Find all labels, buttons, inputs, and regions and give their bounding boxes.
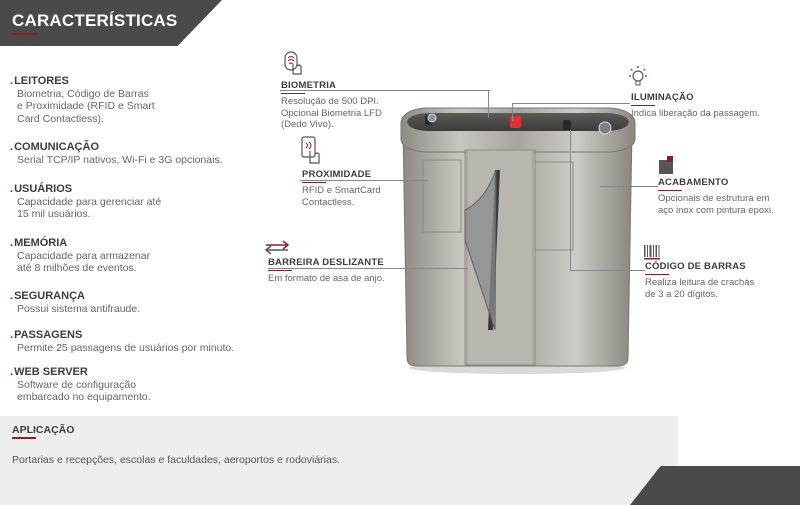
callout-barreira	[268, 257, 408, 285]
application-title: APLICAÇÃO	[12, 424, 75, 436]
feature-comunicacao: .COMUNICAÇÃO Serial TCP/IP nativos, Wi-Fi e 3G opcionais.	[10, 141, 260, 166]
leader-line	[512, 103, 630, 104]
feature-desc: Serial TCP/IP nativos, Wi-Fi e 3G opcionais.	[17, 153, 223, 166]
leader-line	[600, 186, 658, 187]
callout-acabamento	[658, 177, 798, 216]
leader-line	[570, 130, 571, 270]
feature-desc: Possui sistema antifraude.	[17, 302, 141, 315]
callout-desc: Em formato de asa de anjo.	[268, 273, 385, 284]
feature-passagens: .PASSAGENS Permite 25 passagens de usuários por minuto.	[10, 329, 260, 354]
callout-title: ACABAMENTO	[658, 177, 729, 188]
proximity-card-icon	[300, 135, 322, 165]
feature-title: MEMÓRIA	[14, 237, 68, 249]
callout-title: BIOMETRIA	[281, 80, 337, 91]
callout-desc: Opcionais de estrutura em aço inox com pintura epoxi.	[658, 193, 774, 216]
feature-memoria: .MEMÓRIA Capacidade para armazenar até 8 milhões de eventos.	[10, 237, 260, 275]
feature-title: COMUNICAÇÃO	[14, 141, 100, 153]
feature-web-server: .WEB SERVER Software de configuração embarcado no equipamento.	[10, 366, 260, 404]
callout-title: BARREIRA DESLIZANTE	[268, 257, 384, 268]
callout-underline	[281, 93, 305, 95]
fingerprint-icon	[282, 50, 304, 76]
barcode-icon	[643, 244, 663, 260]
callout-underline	[645, 274, 669, 276]
leader-line	[512, 103, 513, 121]
callout-iluminacao	[631, 92, 791, 120]
feature-seguranca: .SEGURANÇA Possui sistema antifraude.	[10, 290, 260, 315]
feature-desc: Software de configuração embarcado no equipamento.	[17, 378, 151, 403]
application-text: Portarias e recepções, escolas e faculdades, aeroportos e rodoviárias.	[12, 454, 341, 466]
finish-swatch-icon	[657, 156, 675, 176]
feature-title: PASSAGENS	[14, 329, 83, 341]
feature-title: WEB SERVER	[14, 366, 88, 378]
feature-desc: Capacidade para armazenar até 8 milhões de eventos.	[17, 249, 151, 274]
callout-underline	[631, 105, 655, 107]
callout-desc: Indica liberação da passagem.	[631, 108, 760, 119]
feature-desc: Biometria, Código de Barras e Proximidade (RFID e Smart Card Contactless).	[17, 87, 155, 125]
callout-proximidade	[302, 169, 422, 208]
turnstile-illustration	[395, 100, 640, 375]
feature-title: SEGURANÇA	[14, 290, 85, 302]
callout-title: PROXIMIDADE	[302, 169, 372, 180]
lightbulb-icon	[626, 64, 650, 90]
callout-title: CÓDIGO DE BARRAS	[645, 261, 746, 272]
callout-desc: RFID e SmartCard Contactless.	[302, 185, 381, 208]
feature-title: LEITORES	[14, 75, 69, 87]
callout-underline	[268, 270, 292, 272]
feature-leitores: .LEITORES Biometria, Código de Barras e Proximidade (RFID e Smart Card Contactless).	[10, 75, 260, 125]
callout-title: ILUMINAÇÃO	[631, 92, 694, 103]
callout-underline	[658, 190, 682, 192]
callout-desc: Resolução de 500 DPI. Opcional Biometria LFD (Dedo Vivo).	[281, 96, 382, 130]
callout-desc: Realiza leitura de crachás de 3 a 20 dígitos.	[645, 277, 755, 300]
leader-line	[570, 270, 645, 271]
callout-biometria	[281, 80, 421, 131]
title-underline	[12, 33, 38, 35]
feature-desc: Capacidade para gerenciar até 15 mil usuários.	[17, 195, 162, 220]
feature-usuarios: .USUÁRIOS Capacidade para gerenciar até 15 mil usuários.	[10, 183, 260, 221]
feature-desc: Permite 25 passagens de usuários por minuto.	[17, 341, 235, 354]
page-title: CARACTERÍSTICAS	[12, 11, 178, 30]
callout-codigo-barras	[645, 261, 785, 300]
feature-title: USUÁRIOS	[14, 183, 73, 195]
application-underline	[12, 437, 36, 439]
callout-underline	[302, 182, 326, 184]
leader-line	[488, 90, 489, 118]
sliding-arrows-icon	[264, 240, 290, 254]
